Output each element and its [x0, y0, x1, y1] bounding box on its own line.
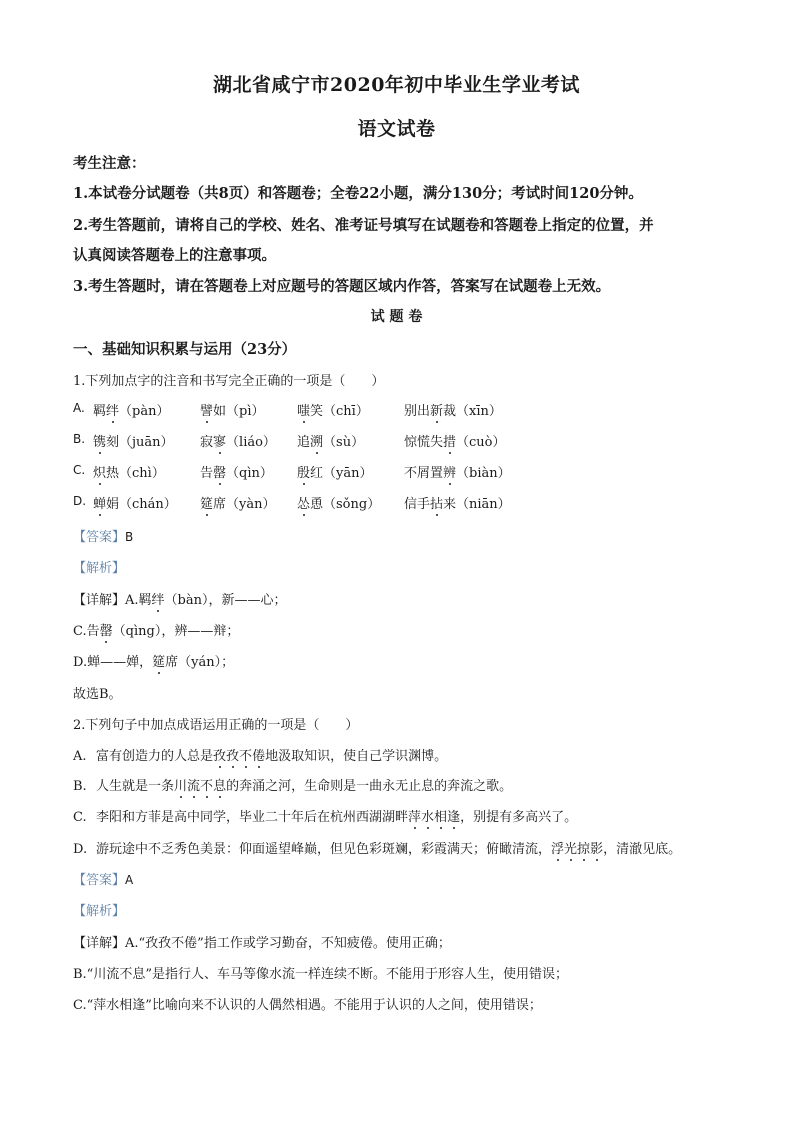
q1-option-letter: B. [73, 432, 86, 446]
q2-detail-c: C.“萍水相逢”比喻向来不认识的人偶然相遇。不能用于认识的人之间，使用错误； [73, 998, 542, 1013]
dotted-char: 镌 [93, 431, 106, 450]
section-label: 试 题 卷 [370, 309, 423, 325]
q2-answer-label: 【答案】A [73, 873, 134, 888]
q1-detail-line [73, 683, 122, 702]
dotted-char: 浮 [551, 838, 564, 857]
dotted-char: 拈 [430, 493, 443, 512]
text-segment: 笑（chī） [310, 404, 369, 419]
q2-detail-b: B.“川流不息”是指行人、车马等像水流一样连续不断。不能用于形容人生，使用错误； [73, 967, 568, 982]
dotted-char: 掠 [577, 838, 590, 857]
text-segment: 信手 [404, 497, 431, 512]
q1-option-item [93, 462, 165, 481]
dotted-char: 川 [174, 775, 187, 794]
dotted-char: 不 [239, 745, 252, 764]
text-segment: ，别提有多高兴了。 [460, 810, 578, 825]
text-segment: （qìn） [226, 466, 273, 481]
q2-option [73, 775, 512, 794]
exam-title: 湖北省咸宁市2020年初中毕业生学业考试 [213, 74, 580, 96]
text-segment: 追 [297, 435, 311, 450]
text-segment: D.蝉——婵， [73, 655, 153, 670]
q1-analysis-label: 【解析】 [73, 561, 126, 576]
text-segment: （sù） [323, 435, 365, 450]
dotted-char: 寥 [213, 431, 226, 450]
text-segment: 游玩途中不乏秀色美景：仰面遥望峰巅，但见色彩斑斓，彩霞满天；俯瞰清流， [96, 842, 552, 857]
dotted-char: 倦 [252, 745, 265, 764]
q1-detail-line [73, 651, 234, 670]
text-segment: 恿（sǒng） [310, 497, 381, 512]
text-segment: 娟（chán） [106, 497, 177, 512]
dotted-char: 罄 [213, 462, 226, 481]
text-segment: 地汲取知识，使自己学识渊博。 [265, 749, 448, 764]
q1-option-item [200, 462, 273, 481]
text-segment: 羁 [93, 404, 107, 419]
q1-detail-line [73, 589, 287, 608]
text-segment: 富有创造力的人总是 [96, 749, 214, 764]
q2-option [73, 745, 447, 764]
dotted-char: 萍 [408, 806, 421, 825]
text-segment: 红（yān） [310, 466, 373, 481]
dotted-idiom [408, 810, 460, 825]
q1-option-item [297, 493, 380, 512]
q1-option-letter: C. [73, 463, 86, 477]
q1-option-item [93, 400, 169, 419]
text-segment: C.告 [73, 624, 100, 639]
q2-option [73, 806, 577, 825]
q1-option-item [200, 431, 276, 450]
q1-option-item [404, 462, 511, 481]
text-segment: 裁（xīn） [443, 404, 502, 419]
q1-option-item [200, 400, 265, 419]
text-segment: 席（yàn） [213, 497, 276, 512]
q2-analysis-label: 【解析】 [73, 904, 126, 919]
text-segment: （bàn），新——心； [164, 593, 287, 608]
q1-option-item [297, 400, 369, 419]
dotted-char: 溯 [310, 431, 323, 450]
text-segment: 来（niān） [443, 497, 511, 512]
dotted-char: 譬 [200, 400, 213, 419]
notice-item-1: 1.本试卷分试题卷（共8页）和答题卷；全卷22小题，满分130分；考试时间120分钟。 [73, 185, 643, 202]
q2-option [73, 838, 681, 857]
q1-answer-label: 【答案】B [73, 530, 134, 545]
dotted-char: 息 [213, 775, 226, 794]
dotted-char: 流 [187, 775, 200, 794]
q1-option-item [93, 431, 174, 450]
q1-option-item [297, 431, 364, 450]
q1-stem: 1.下列加点字的注音和书写完全正确的一项是（ ） [73, 374, 385, 389]
q1-option-item [93, 493, 177, 512]
text-segment: （liáo） [226, 435, 276, 450]
text-segment: 故选B。 [73, 687, 122, 702]
q1-option-item [200, 493, 275, 512]
text-segment: 告 [200, 466, 214, 481]
q2-option-letter: C. [73, 810, 87, 825]
dotted-idiom [174, 779, 226, 794]
dotted-char: 孜 [213, 745, 226, 764]
dotted-char: 罄 [100, 620, 113, 639]
text-segment: 热（chì） [106, 466, 165, 481]
text-segment: 不屑置 [404, 466, 444, 481]
text-segment: （biàn） [456, 466, 511, 481]
dotted-char: 怂 [297, 493, 310, 512]
dotted-char: 殷 [297, 462, 310, 481]
dotted-char: 筵 [200, 493, 213, 512]
text-segment: （cuò） [456, 435, 506, 450]
dotted-char: 孜 [226, 745, 239, 764]
text-segment: 别出 [404, 404, 431, 419]
text-segment: 【详解】A.羁 [73, 593, 152, 608]
q2-option-letter: D. [73, 842, 88, 857]
q1-option-item [297, 462, 372, 481]
q2-option-letter: A. [73, 749, 87, 764]
dotted-char: 光 [564, 838, 577, 857]
dotted-char: 炽 [93, 462, 106, 481]
q1-option-letter: A. [73, 401, 85, 415]
dotted-char: 影 [590, 838, 603, 857]
q2-option-letter: B. [73, 779, 87, 794]
exam-subtitle: 语文试卷 [357, 118, 436, 140]
dotted-char: 筵 [152, 651, 165, 670]
text-segment: 人生就是一条 [96, 779, 175, 794]
notice-heading: 考生注意： [73, 155, 146, 172]
text-segment: 惊慌失 [404, 435, 444, 450]
dotted-idiom [213, 749, 265, 764]
dotted-char: 嗤 [297, 400, 310, 419]
section1-heading: 一、基础知识积累与运用（23分） [73, 341, 297, 358]
text-segment: （qìng），辨——辩； [112, 624, 240, 639]
text-segment: 寂 [200, 435, 214, 450]
q2-detail-a: 【详解】A.“孜孜不倦”指工作或学习勤奋，不知疲倦。使用正确； [73, 936, 451, 951]
dotted-char: 水 [421, 806, 434, 825]
q1-detail-line [73, 620, 239, 639]
q1-option-letter: D. [73, 494, 87, 508]
dotted-char: 逢 [447, 806, 460, 825]
dotted-idiom [551, 842, 603, 857]
q2-answer-value: A [125, 873, 134, 887]
dotted-char: 新 [430, 400, 443, 419]
text-segment: ，清澈见底。 [603, 842, 682, 857]
text-segment: 刻（juān） [106, 435, 174, 450]
dotted-char: 辨 [443, 462, 456, 481]
text-segment: 席（yán）； [165, 655, 235, 670]
dotted-char: 不 [200, 775, 213, 794]
notice-item-3: 3.考生答题时，请在答题卷上对应题号的答题区域内作答，答案写在试题卷上无效。 [73, 278, 611, 295]
text-segment: 李阳和方菲是高中同学，毕业二十年后在杭州西湖湖畔 [96, 810, 409, 825]
notice-item-2-cont: 认真阅读答题卷上的注意事项。 [73, 247, 276, 264]
text-segment: 如（pì） [213, 404, 265, 419]
q1-option-item [404, 400, 502, 419]
text-segment: （pàn） [119, 404, 170, 419]
dotted-char: 蝉 [93, 493, 106, 512]
dotted-char: 绊 [106, 400, 119, 419]
dotted-char: 绊 [152, 589, 165, 608]
text-segment: 的奔涌之河，生命则是一曲永无止息的奔流之歌。 [226, 779, 513, 794]
q1-answer-value: B [125, 530, 134, 544]
q1-option-item [404, 493, 511, 512]
q2-stem: 2.下列句子中加点成语运用正确的一项是（ ） [73, 718, 359, 733]
dotted-char: 措 [443, 431, 456, 450]
notice-item-2: 2.考生答题前，请将自己的学校、姓名、准考证号填写在试题卷和答题卷上指定的位置，并 [73, 217, 654, 234]
q1-option-item [404, 431, 506, 450]
dotted-char: 相 [434, 806, 447, 825]
